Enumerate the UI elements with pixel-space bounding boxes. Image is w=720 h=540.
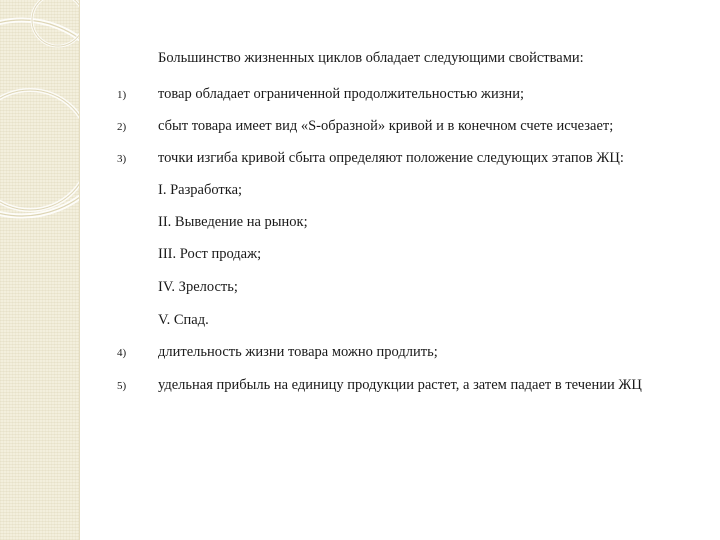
item-number: 4) bbox=[117, 347, 127, 359]
item-text: удельная прибыль на единицу продукции растет, а затем падает в течении ЖЦ bbox=[158, 377, 642, 393]
list-item bbox=[0, 118, 720, 138]
intro-text: Большинство жизненных циклов обладает следующими свойствами: bbox=[158, 50, 584, 66]
list-item bbox=[0, 344, 720, 364]
stage-item: I. Разработка; bbox=[158, 182, 243, 198]
stage-item: II. Выведение на рынок; bbox=[158, 214, 308, 230]
item-number: 1) bbox=[117, 89, 127, 101]
list-item bbox=[0, 150, 720, 170]
item-number: 2) bbox=[117, 121, 127, 133]
item-text: сбыт товара имеет вид «S-образной» кривой и в конечном счете исчезает; bbox=[158, 118, 614, 134]
item-number: 5) bbox=[117, 380, 127, 392]
stage-item: IV. Зрелость; bbox=[158, 279, 238, 295]
list-item bbox=[0, 86, 720, 106]
item-text: товар обладает ограниченной продолжительностью жизни; bbox=[158, 86, 524, 102]
item-text: длительность жизни товара можно продлить; bbox=[158, 344, 438, 360]
stage-item: V. Спад. bbox=[158, 312, 209, 328]
stage-item: III. Рост продаж; bbox=[158, 246, 262, 262]
list-item bbox=[0, 377, 720, 397]
item-number: 3) bbox=[117, 153, 127, 165]
item-text: точки изгиба кривой сбыта определяют положение следующих этапов ЖЦ: bbox=[158, 150, 624, 166]
